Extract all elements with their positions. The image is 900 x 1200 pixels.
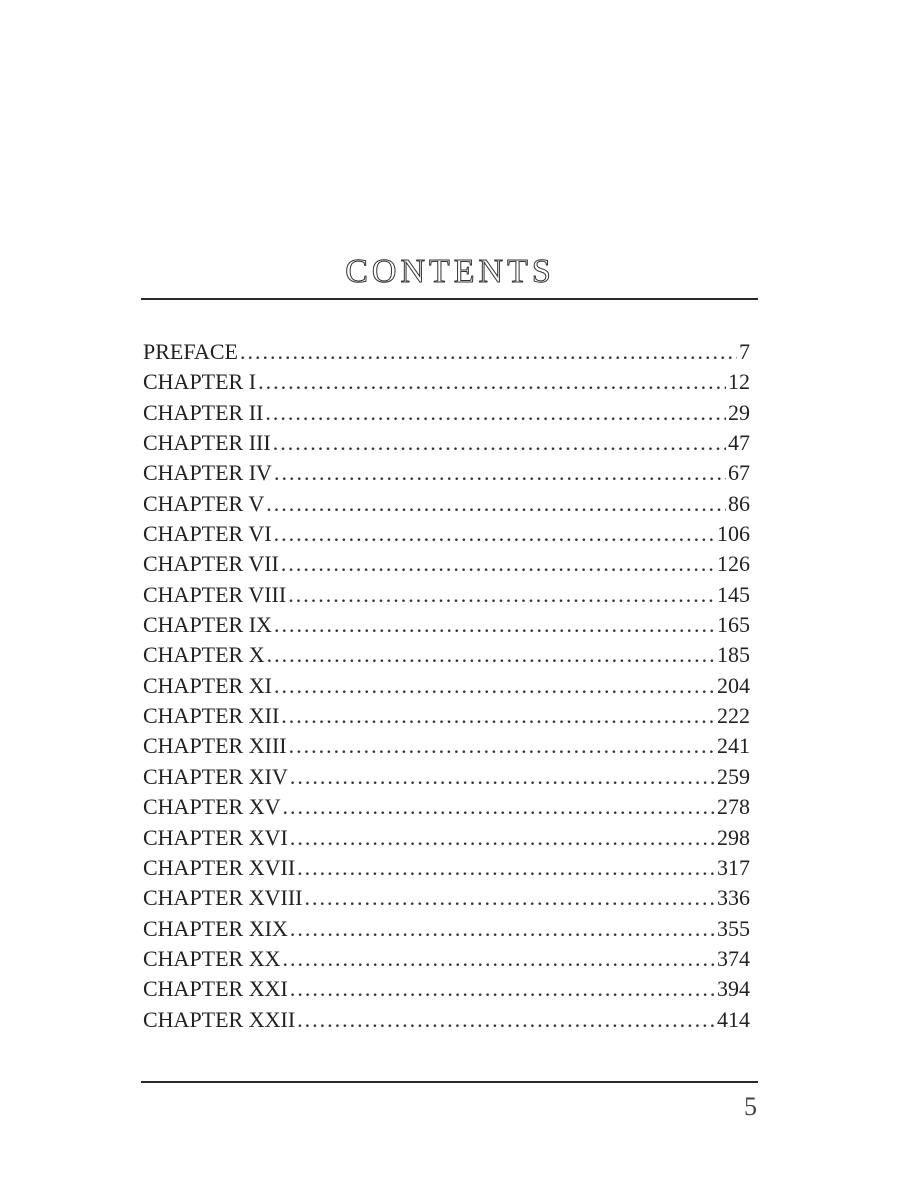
toc-entry-label: CHAPTER XVI	[143, 824, 288, 850]
page-title: CONTENTS	[345, 252, 555, 290]
toc-entry	[143, 1005, 750, 1035]
toc-entry-page: 414	[717, 1006, 750, 1032]
toc-entry-label: CHAPTER XXII	[143, 1006, 296, 1032]
toc-entry-page: 222	[717, 703, 750, 729]
toc-entry	[143, 367, 750, 397]
toc-entry-label: CHAPTER VII	[143, 551, 279, 577]
dot-leader	[266, 489, 726, 519]
toc-entry-page: 204	[717, 672, 750, 698]
bottom-rule	[141, 1081, 758, 1083]
toc-entry-label: CHAPTER I	[143, 369, 257, 395]
toc-entry-page: 278	[717, 794, 750, 820]
dot-leader	[267, 640, 715, 670]
toc-entry-page: 241	[717, 733, 750, 759]
toc-entry-label: CHAPTER XV	[143, 794, 281, 820]
toc-entry	[143, 944, 750, 974]
toc-entry	[143, 883, 750, 913]
dot-leader	[281, 701, 715, 731]
toc-entry	[143, 580, 750, 610]
toc-entry	[143, 337, 750, 367]
toc-entry	[143, 610, 750, 640]
dot-leader	[289, 731, 715, 761]
toc-entry	[143, 853, 750, 883]
toc-entry-label: CHAPTER II	[143, 399, 264, 425]
dot-leader	[274, 458, 726, 488]
toc-entry-label: CHAPTER XXI	[143, 976, 288, 1002]
toc-entry-label: CHAPTER XVIII	[143, 885, 303, 911]
toc-entry-label: CHAPTER XVII	[143, 854, 296, 880]
toc-entry-page: 47	[728, 430, 750, 456]
toc-entry-label: CHAPTER XX	[143, 945, 281, 971]
toc-entry-label: CHAPTER V	[143, 490, 265, 516]
toc-entry	[143, 671, 750, 701]
toc-entry-page: 165	[717, 612, 750, 638]
toc-entry-page: 374	[717, 945, 750, 971]
toc-entry	[143, 519, 750, 549]
toc-entry-label: CHAPTER XIV	[143, 763, 288, 789]
toc-entry-page: 394	[717, 976, 750, 1002]
toc-entry-page: 145	[717, 581, 750, 607]
toc-entry-page: 126	[717, 551, 750, 577]
dot-leader	[290, 823, 715, 853]
dot-leader	[283, 944, 715, 974]
dot-leader	[274, 610, 715, 640]
toc-entry-page: 7	[739, 339, 750, 364]
toc-entry	[143, 489, 750, 519]
dot-leader	[305, 883, 716, 913]
toc-entry-page: 336	[717, 885, 750, 911]
toc-entry-page: 12	[728, 369, 750, 395]
dot-leader	[290, 974, 715, 1004]
toc-entry-page: 86	[728, 490, 750, 516]
toc-entry-page: 317	[717, 854, 750, 880]
toc-entry	[143, 701, 750, 731]
toc-entry-label: CHAPTER III	[143, 430, 271, 456]
dot-leader	[297, 853, 715, 883]
toc-entry	[143, 823, 750, 853]
dot-leader	[273, 428, 726, 458]
toc-entry	[143, 762, 750, 792]
toc-entry-label: CHAPTER X	[143, 642, 265, 668]
dot-leader	[288, 580, 715, 610]
dot-leader	[290, 762, 715, 792]
dot-leader	[240, 337, 737, 367]
toc-entry-page: 259	[717, 763, 750, 789]
toc-entry-label: CHAPTER IV	[143, 460, 272, 486]
dot-leader	[297, 1005, 715, 1035]
toc-entry-page: 29	[728, 399, 750, 425]
toc-entry-label: CHAPTER VIII	[143, 581, 287, 607]
dot-leader	[274, 519, 715, 549]
toc-entry	[143, 974, 750, 1004]
toc-entry-label: PREFACE	[143, 339, 238, 364]
toc-entry	[143, 428, 750, 458]
table-of-contents	[143, 337, 750, 1035]
toc-entry-label: CHAPTER XIII	[143, 733, 287, 759]
toc-entry-label: CHAPTER XI	[143, 672, 272, 698]
toc-entry-page: 67	[728, 460, 750, 486]
toc-entry-page: 106	[717, 521, 750, 547]
toc-entry	[143, 914, 750, 944]
page-number: 5	[744, 1092, 757, 1121]
dot-leader	[274, 671, 715, 701]
top-rule	[141, 298, 758, 300]
toc-entry-label: CHAPTER XII	[143, 703, 280, 729]
toc-entry	[143, 792, 750, 822]
dot-leader	[281, 549, 715, 579]
dot-leader	[265, 398, 726, 428]
dot-leader	[290, 914, 715, 944]
dot-leader	[283, 792, 715, 822]
toc-entry	[143, 458, 750, 488]
dot-leader	[258, 367, 726, 397]
toc-entry-label: CHAPTER IX	[143, 612, 272, 638]
toc-entry	[143, 640, 750, 670]
toc-entry	[143, 549, 750, 579]
toc-entry	[143, 398, 750, 428]
toc-entry-page: 185	[717, 642, 750, 668]
toc-entry	[143, 731, 750, 761]
toc-entry-label: CHAPTER XIX	[143, 915, 288, 941]
toc-entry-label: CHAPTER VI	[143, 521, 272, 547]
toc-entry-page: 355	[717, 915, 750, 941]
toc-entry-page: 298	[717, 824, 750, 850]
